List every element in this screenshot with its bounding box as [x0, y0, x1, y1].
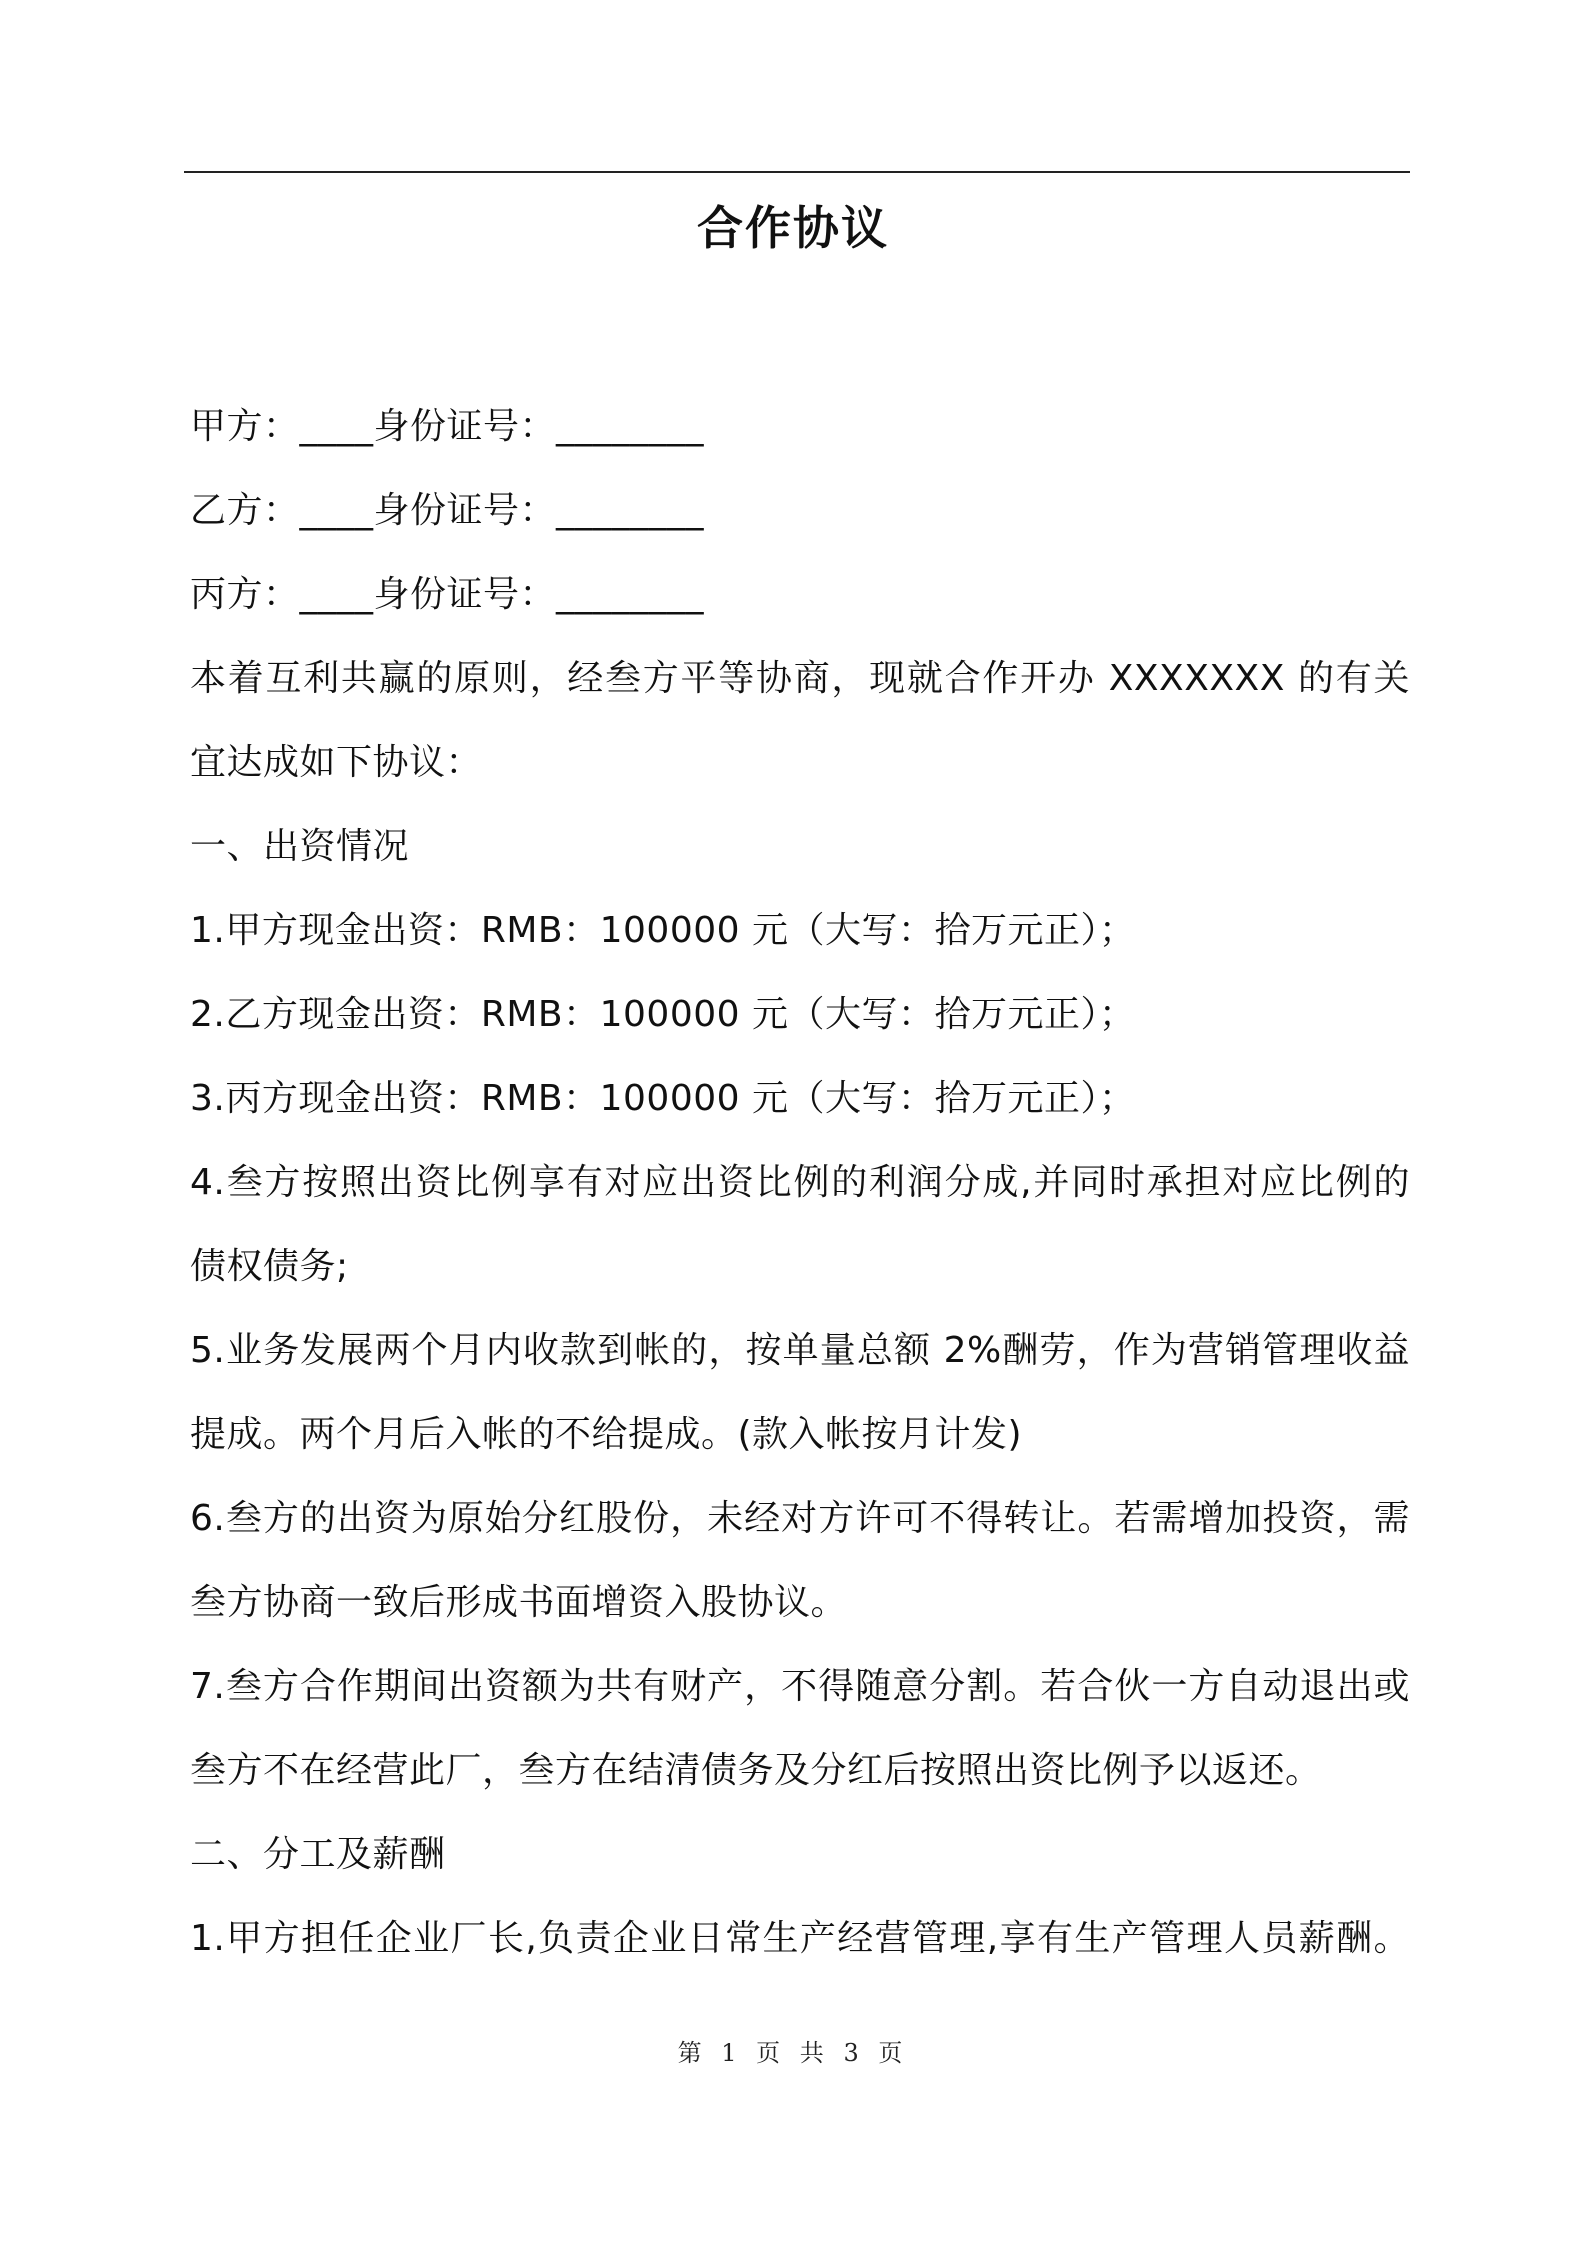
section-1-item-7-line-2: 叁方不在经营此厂，叁方在结清债务及分红后按照出资比例予以返还。	[190, 1750, 1322, 1791]
intro-line-2: 宜达成如下协议：	[190, 742, 483, 783]
document-title: 合作协议	[697, 201, 889, 255]
section-1-item-1: 1.甲方现金出资：RMB：100000 元（大写：拾万元正）；	[190, 910, 1136, 951]
section-2-heading: 二、分工及薪酬	[190, 1834, 446, 1875]
section-1-item-5-line-2: 提成。两个月后入帐的不给提成。(款入帐按月计发)	[190, 1414, 1023, 1455]
section-1-item-6-line-2: 叁方协商一致后形成书面增资入股协议。	[190, 1582, 848, 1623]
party-b-line: 乙方：____身份证号：________	[190, 490, 705, 531]
section-2-item-1: 1.甲方担任企业厂长,负责企业日常生产经营管理,享有生产管理人员薪酬。	[190, 1918, 1410, 1959]
page-number: 第 1 页 共 3 页	[677, 2039, 909, 2067]
section-1-item-4-line-1: 4.叁方按照出资比例享有对应出资比例的利润分成,并同时承担对应比例的	[190, 1162, 1410, 1203]
header-rule	[184, 171, 1410, 173]
section-1-item-3: 3.丙方现金出资：RMB：100000 元（大写：拾万元正）；	[190, 1078, 1136, 1119]
section-1-item-7-line-1: 7.叁方合作期间出资额为共有财产，不得随意分割。若合伙一方自动退出或	[190, 1666, 1410, 1707]
section-1-item-5-line-1: 5.业务发展两个月内收款到帐的，按单量总额 2%酬劳，作为营销管理收益	[190, 1330, 1410, 1371]
party-a-line: 甲方：____身份证号：________	[190, 406, 705, 447]
section-1-heading: 一、出资情况	[190, 826, 410, 867]
intro-line-1: 本着互利共赢的原则，经叁方平等协商，现就合作开办 XXXXXXX 的有关	[190, 658, 1410, 699]
party-c-line: 丙方：____身份证号：________	[190, 574, 705, 615]
section-1-item-4-line-2: 债权债务;	[190, 1246, 349, 1287]
document-body	[190, 385, 1410, 1981]
section-1-item-6-line-1: 6.叁方的出资为原始分红股份，未经对方许可不得转让。若需增加投资，需	[190, 1498, 1410, 1539]
section-1-item-2: 2.乙方现金出资：RMB：100000 元（大写：拾万元正）；	[190, 994, 1136, 1035]
